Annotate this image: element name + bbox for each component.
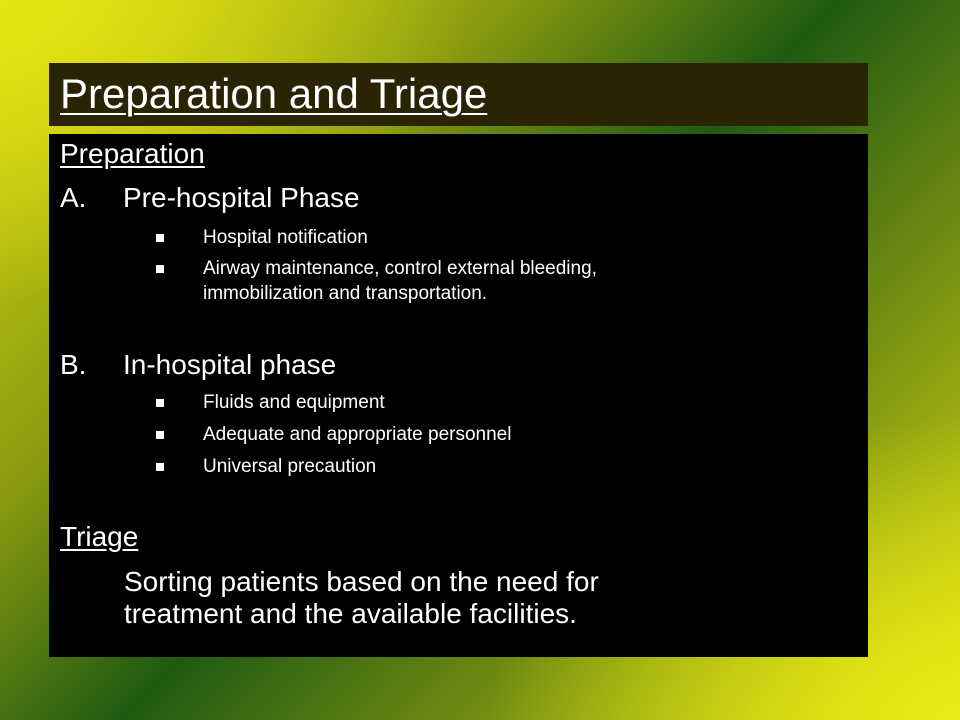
bullet-text: Hospital notification [203, 227, 368, 248]
phase-b-letter: B. [60, 349, 87, 380]
triage-description [124, 566, 864, 630]
square-bullet-icon [156, 265, 164, 273]
content-box [49, 134, 868, 657]
bullet-text: Airway maintenance, control external bleeding, [203, 258, 597, 279]
phase-a [60, 182, 360, 214]
square-bullet-icon [156, 463, 164, 471]
phase-b-label: In-hospital phase [123, 349, 337, 380]
triage-line-2: treatment and the available facilities. [124, 598, 577, 629]
phase-b [60, 349, 336, 381]
bullet-text: Universal precaution [203, 456, 377, 477]
bullet-text: Adequate and appropriate personnel [203, 424, 512, 445]
triage-heading: Triage [60, 521, 139, 552]
bullet-text: Fluids and equipment [203, 392, 385, 413]
square-bullet-icon [156, 399, 164, 407]
square-bullet-icon [156, 234, 164, 242]
preparation-heading: Preparation [60, 138, 205, 169]
slide-title: Preparation and Triage [60, 70, 488, 117]
triage-line-1: Sorting patients based on the need for [124, 566, 599, 597]
square-bullet-icon [156, 431, 164, 439]
phase-a-letter: A. [60, 182, 87, 213]
phase-a-label: Pre-hospital Phase [123, 182, 360, 213]
bullet-text: immobilization and transportation. [203, 283, 488, 304]
